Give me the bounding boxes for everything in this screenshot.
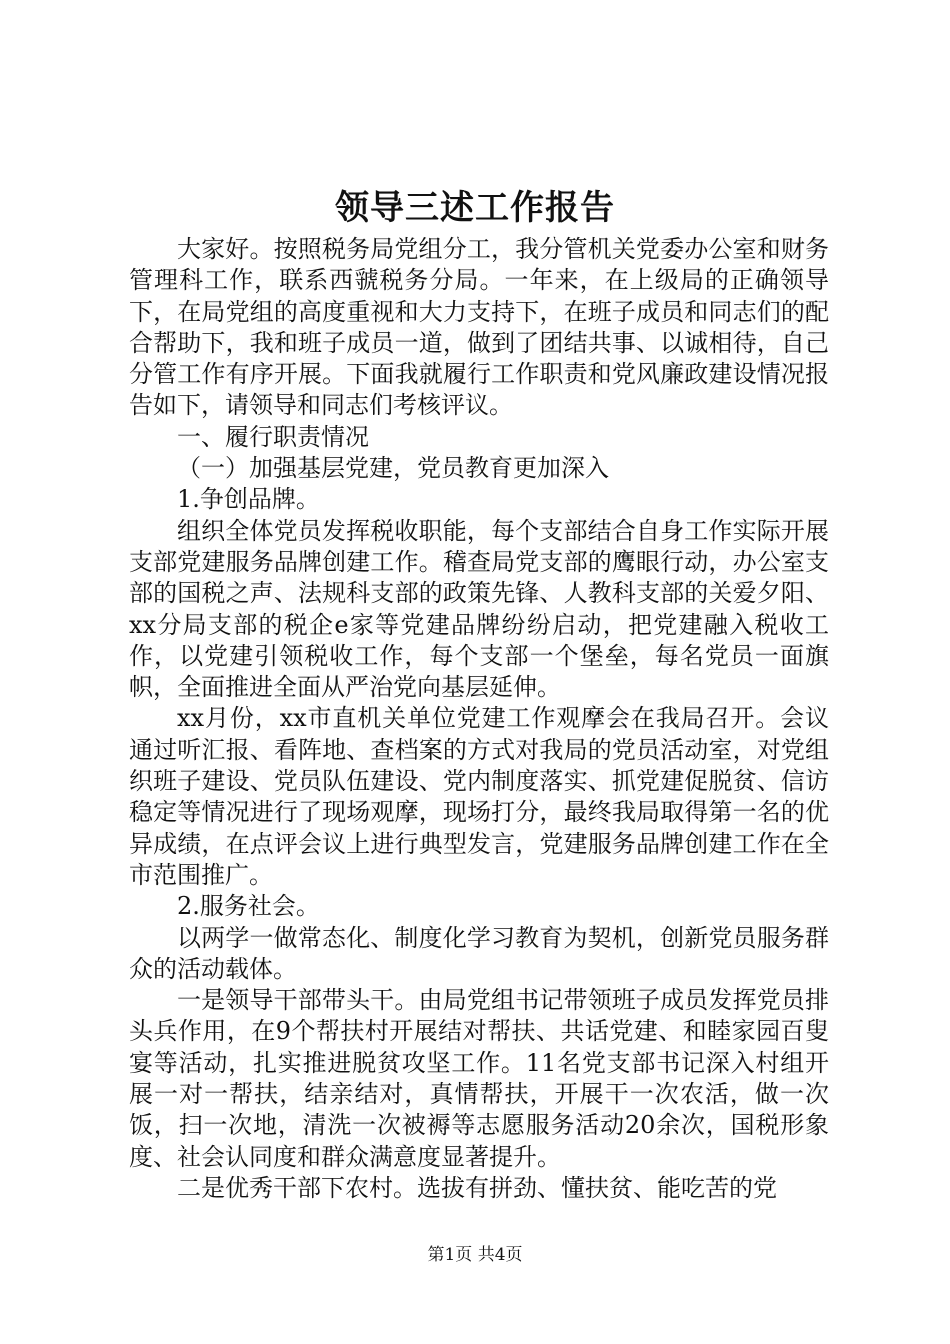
subsection-heading: （一）加强基层党建，党员教育更加深入 bbox=[177, 454, 609, 483]
item-heading-brand: 1.争创品牌。 bbox=[177, 485, 320, 514]
section-heading: 一、履行职责情况 bbox=[177, 422, 369, 451]
paragraph-leaders: 一是领导干部带头干。由局党组书记带领班子成员发挥党员排头兵作用，在9个帮扶村开展结对帮扶、共话党建、和睦家园百叟宴等活动，扎实推进脱贫攻坚工作。11名党支部书记深入村组开展一对一帮扶，结亲结对，真情帮扶，开展干一次农活，做一次饭，扫一次地，清洗一次被褥等志愿服务活动20余次，国税形象度、社会认同度和群众满意度显著提升。 bbox=[129, 986, 829, 1171]
document-body bbox=[129, 234, 829, 1204]
page-footer: 第1页 共4页 bbox=[427, 1245, 523, 1265]
paragraph-intro: 大家好。按照税务局党组分工，我分管机关党委办公室和财务管理科工作，联系西虢税务分局。一年来，在上级局的正确领导下，在局党组的高度重视和大力支持下，在班子成员和同志们的配合帮助下，我和班子成员一道，做到了团结共事、以诚相待，自己分管工作有序开展。下面我就履行工作职责和党风廉政建设情况报告如下，请领导和同志们考核评议。 bbox=[129, 235, 829, 420]
paragraph-observation: xx月份，xx市直机关单位党建工作观摩会在我局召开。会议通过听汇报、看阵地、查档案的方式对我局的党员活动室，对党组织班子建设、党员队伍建设、党内制度落实、抓党建促脱贫、信访稳定等情况进行了现场观摩，现场打分，最终我局取得第一名的优异成绩，在点评会议上进行典型发言，党建服务品牌创建工作在全市范围推广。 bbox=[129, 704, 829, 889]
item-heading-service: 2.服务社会。 bbox=[177, 892, 320, 921]
paragraph-service: 以两学一做常态化、制度化学习教育为契机，创新党员服务群众的活动载体。 bbox=[129, 923, 829, 983]
document-title: 领导三述工作报告 bbox=[335, 188, 615, 228]
paragraph-brand: 组织全体党员发挥税收职能，每个支部结合自身工作实际开展支部党建服务品牌创建工作。稽查局党支部的鹰眼行动，办公室支部的国税之声、法规科支部的政策先锋、人教科支部的关爱夕阳、xx分局支部的税企e家等党建品牌纷纷启动，把党建融入税收工作，以党建引领税收工作，每个支部一个堡垒，每名党员一面旗帜，全面推进全面从严治党向基层延伸。 bbox=[129, 516, 829, 702]
paragraph-cadres: 二是优秀干部下农村。选拔有拼劲、懂扶贫、能吃苦的党 bbox=[177, 1173, 777, 1202]
